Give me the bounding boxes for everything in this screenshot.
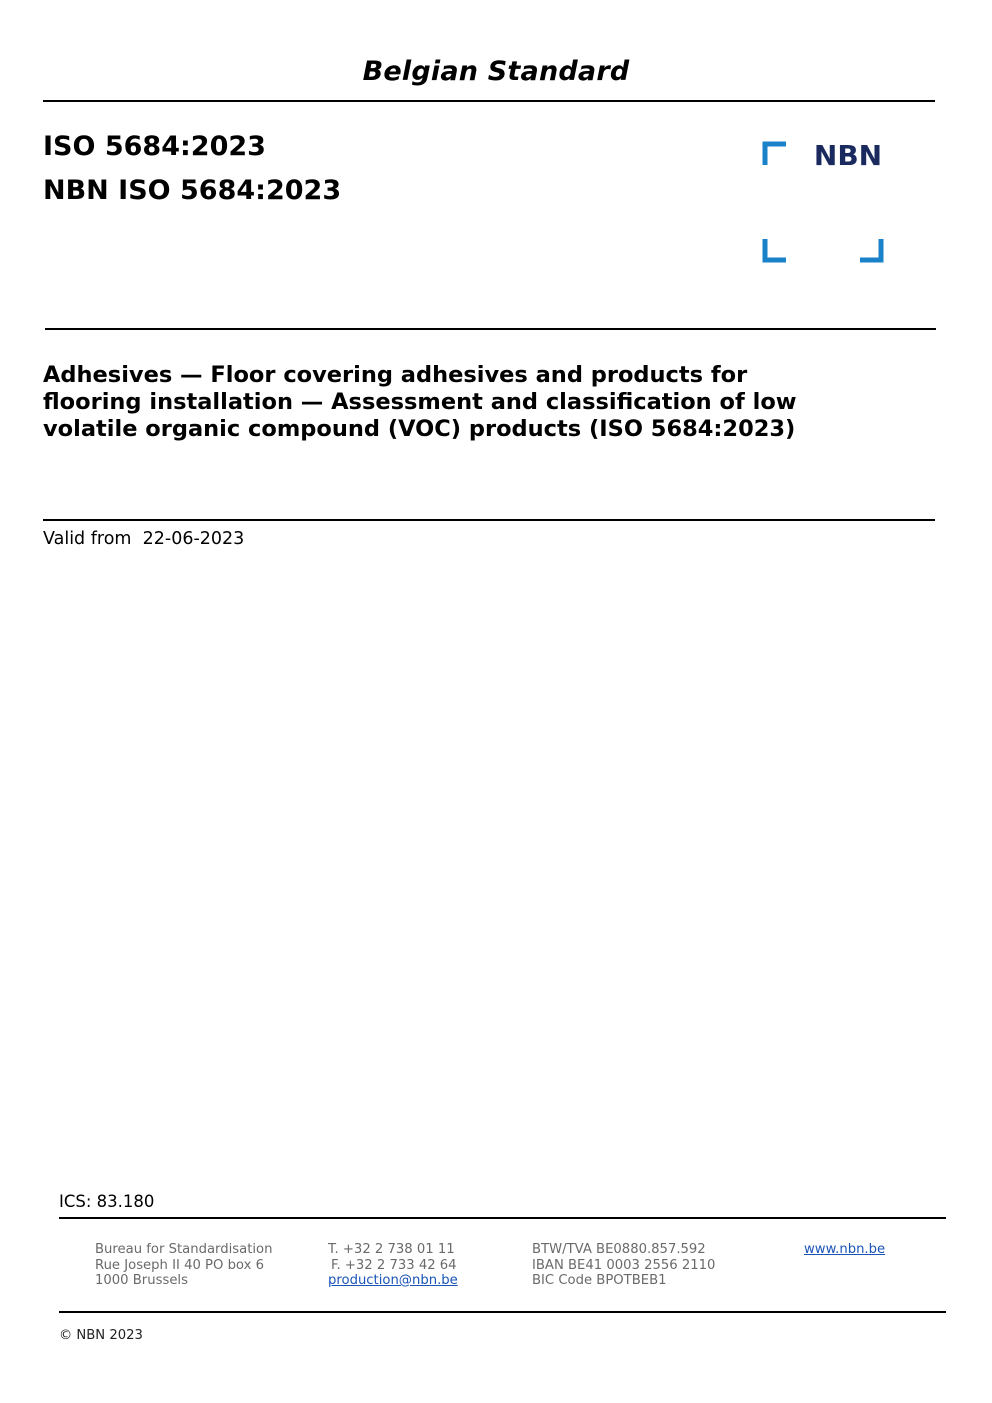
iso-code: ISO 5684:2023	[43, 131, 266, 162]
title-bottom-divider	[43, 519, 935, 521]
bic-code: BIC Code BPOTBEB1	[532, 1273, 667, 1288]
title-line: Adhesives — Floor covering adhesives and products for	[43, 362, 748, 388]
footer-top-divider	[59, 1217, 946, 1219]
header-title: Belgian Standard	[362, 56, 630, 87]
footer-bank	[532, 1242, 715, 1289]
vat-number: BTW/TVA BE0880.857.592	[532, 1242, 706, 1257]
footer-website	[804, 1242, 885, 1258]
nbn-logo-icon	[762, 141, 886, 265]
title-top-divider	[45, 328, 936, 330]
email-link[interactable]: production@nbn.be	[328, 1273, 458, 1288]
address-line: 1000 Brussels	[95, 1273, 188, 1288]
fax-number: F. +32 2 733 42 64	[331, 1257, 457, 1273]
copyright: © NBN 2023	[59, 1328, 143, 1343]
valid-from-date: 22-06-2023	[142, 529, 245, 549]
address-line: Rue Joseph II 40 PO box 6	[95, 1257, 264, 1273]
ics-code: ICS: 83.180	[59, 1192, 155, 1211]
footer-address	[95, 1242, 272, 1289]
title-line: flooring installation — Assessment and classification of low	[43, 389, 797, 415]
title-line: volatile organic compound (VOC) products (ISO 5684:2023)	[43, 416, 796, 442]
footer-contact	[328, 1242, 458, 1289]
website-link[interactable]: www.nbn.be	[804, 1242, 886, 1257]
nbn-code: NBN ISO 5684:2023	[43, 175, 342, 206]
logo-text: NBN	[813, 141, 883, 172]
nbn-logo	[762, 141, 886, 265]
footer-bottom-divider	[59, 1311, 946, 1313]
document-title	[43, 362, 863, 443]
phone-number: T. +32 2 738 01 11	[328, 1242, 455, 1257]
iban: IBAN BE41 0003 2556 2110	[532, 1257, 716, 1273]
address-line: Bureau for Standardisation	[95, 1242, 273, 1257]
valid-from-label: Valid from	[43, 529, 132, 549]
header-divider	[43, 100, 935, 102]
validity	[43, 529, 244, 549]
